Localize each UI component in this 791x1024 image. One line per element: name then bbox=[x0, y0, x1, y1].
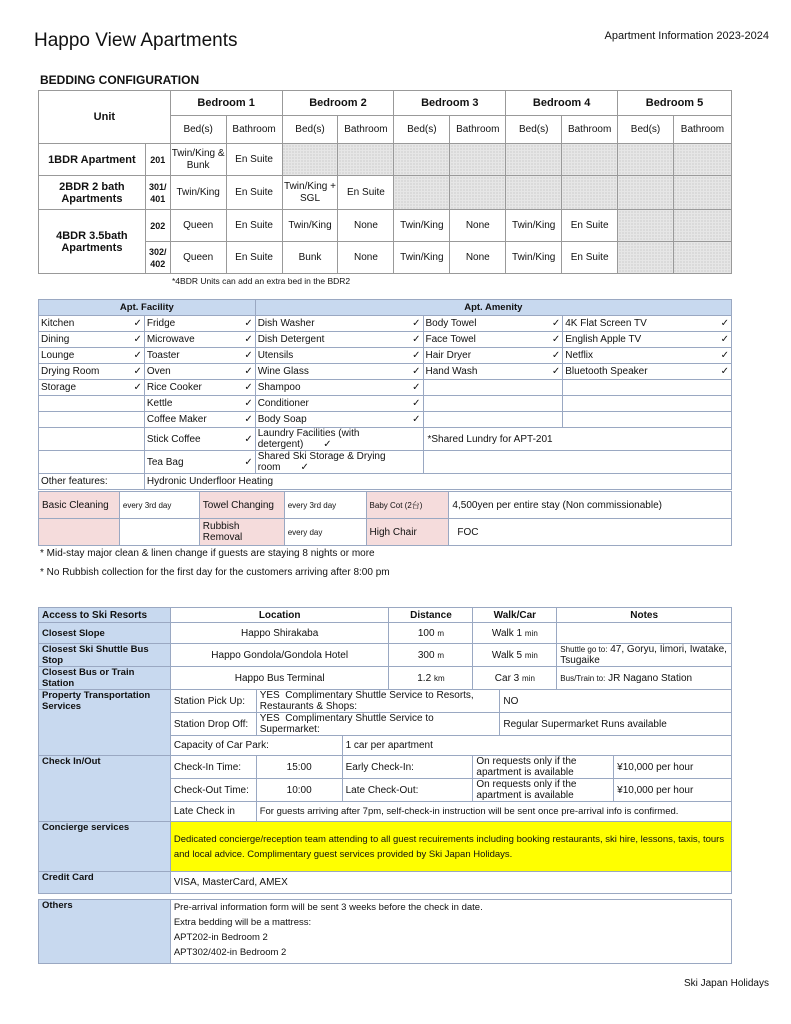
check-icon: ✓ bbox=[133, 382, 142, 393]
location-cell: Happo Gondola/Gondola Hotel bbox=[170, 644, 389, 667]
high-chair-value: FOC bbox=[449, 519, 732, 546]
bed-cell: Bunk bbox=[282, 242, 338, 274]
check-icon: ✓ bbox=[244, 366, 253, 377]
table-row bbox=[39, 332, 732, 348]
page-title: Happo View Apartments bbox=[34, 30, 238, 51]
bedroom-header: Bedroom 3 bbox=[394, 91, 506, 116]
facility-item: Shampoo bbox=[257, 382, 301, 393]
bath-cell: None bbox=[338, 242, 394, 274]
distance-unit: m bbox=[437, 650, 444, 660]
check-icon: ✓ bbox=[133, 318, 142, 329]
walk-unit: min bbox=[524, 650, 538, 660]
beds-subheader: Bed(s) bbox=[282, 116, 338, 144]
access-header: Access to Ski Resorts bbox=[39, 608, 171, 623]
concierge-text: Dedicated concierge/reception team attending to all guest recuirements including booking restaurants, ski hire, lessons, taxis, tours and local advice. Complimentary guest services provided by Ski Japan Holidays. bbox=[170, 822, 731, 872]
bath-subheader: Bathroom bbox=[562, 116, 618, 144]
location-cell: Happo Bus Terminal bbox=[170, 667, 389, 690]
rubbish-removal-label: Rubbish Removal bbox=[199, 519, 284, 546]
table-row bbox=[39, 623, 732, 644]
baby-cot-label: Baby Cot (2台) bbox=[366, 492, 449, 519]
unit-number: 202 bbox=[145, 210, 170, 242]
notes-cell bbox=[557, 667, 732, 690]
facility-item: Bluetooth Speaker bbox=[565, 366, 648, 377]
cleaning-table bbox=[38, 491, 732, 546]
late-checkin-desc: For guests arriving after 7pm, self-check-in instruction will be sent once pre-arrival info is confirmed. bbox=[256, 802, 731, 822]
bath-cell: None bbox=[450, 242, 506, 274]
walk-cell bbox=[473, 667, 557, 690]
notes-value: 47, Goryu, Iimori, Iwatake, Tsugaike bbox=[560, 644, 727, 666]
table-row bbox=[39, 316, 732, 332]
table-row bbox=[39, 396, 732, 412]
checkout-label: Check-Out Time: bbox=[170, 779, 256, 802]
location-cell: Happo Shirakaba bbox=[170, 623, 389, 644]
bath-cell: En Suite bbox=[226, 242, 282, 274]
concierge-label: Concierge services bbox=[39, 822, 171, 872]
notes-header: Notes bbox=[557, 608, 732, 623]
credit-card-label: Credit Card bbox=[39, 872, 171, 894]
access-label: Closest Slope bbox=[39, 623, 171, 644]
check-icon: ✓ bbox=[412, 334, 421, 345]
cleaning-note: * Mid-stay major clean & linen change if guests are staying 8 nights or more bbox=[40, 548, 375, 559]
check-icon: ✓ bbox=[244, 414, 253, 425]
facility-item: Body Towel bbox=[425, 318, 477, 329]
facility-header: Apt. Facility bbox=[39, 300, 256, 316]
distance-unit: km bbox=[433, 673, 445, 683]
beds-subheader: Bed(s) bbox=[506, 116, 562, 144]
check-icon: ✓ bbox=[412, 318, 421, 329]
carpark-value: 1 car per apartment bbox=[342, 736, 731, 756]
table-row bbox=[39, 364, 732, 380]
table-row bbox=[39, 667, 732, 690]
other-features-value: Hydronic Underfloor Heating bbox=[144, 474, 731, 490]
access-table bbox=[38, 607, 732, 894]
facility-item: Kitchen bbox=[41, 318, 75, 329]
early-checkin-label: Early Check-In: bbox=[342, 756, 473, 779]
rubbish-removal-value: every day bbox=[284, 519, 366, 546]
facility-item: Fridge bbox=[146, 318, 176, 329]
laundry-note: *Shared Lundry for APT-201 bbox=[427, 433, 553, 445]
notes-value: JR Nagano Station bbox=[608, 672, 693, 684]
dropoff-label: Station Drop Off: bbox=[170, 713, 256, 736]
check-icon: ✓ bbox=[244, 334, 253, 345]
checkout-value: 10:00 bbox=[256, 779, 342, 802]
page-subtitle: Apartment Information 2023-2024 bbox=[604, 30, 769, 42]
distance-cell bbox=[389, 644, 473, 667]
check-icon: ✓ bbox=[412, 382, 421, 393]
early-checkin-desc: On requests only if the apartment is available bbox=[473, 756, 614, 779]
check-icon: ✓ bbox=[133, 366, 142, 377]
bed-cell: Twin/King bbox=[170, 176, 226, 210]
check-icon: ✓ bbox=[244, 350, 253, 361]
unit-name: 4BDR 3.5bath Apartments bbox=[39, 210, 146, 274]
distance-value: 1.2 bbox=[417, 672, 432, 684]
bedding-section-title: BEDDING CONFIGURATION bbox=[40, 73, 200, 87]
unit-header: Unit bbox=[39, 91, 171, 144]
walk-value: Walk 5 bbox=[491, 649, 523, 661]
bedding-note: *4BDR Units can add an extra bed in the BDR2 bbox=[172, 276, 351, 286]
notes-cell bbox=[557, 623, 732, 644]
cleaning-note: * No Rubbish collection for the first day for the customers arriving after 8:00 pm bbox=[40, 567, 390, 578]
late-checkout-desc: On requests only if the apartment is available bbox=[473, 779, 614, 802]
location-header: Location bbox=[170, 608, 389, 623]
others-table bbox=[38, 899, 732, 964]
unit-name: 1BDR Apartment bbox=[39, 144, 146, 176]
distance-value: 300 bbox=[417, 649, 435, 661]
bath-cell: None bbox=[450, 210, 506, 242]
unit-number: 302/ 402 bbox=[145, 242, 170, 274]
distance-cell bbox=[389, 623, 473, 644]
facility-item: Body Soap bbox=[257, 414, 307, 425]
towel-changing-value: every 3rd day bbox=[284, 492, 366, 519]
walk-value: Walk 1 bbox=[491, 627, 523, 639]
check-icon: ✓ bbox=[720, 334, 729, 345]
facility-item: Hair Dryer bbox=[425, 350, 472, 361]
walk-unit: min bbox=[524, 628, 538, 638]
others-label: Others bbox=[39, 900, 171, 964]
facility-item: Drying Room bbox=[41, 366, 100, 377]
facility-table bbox=[38, 299, 732, 490]
check-icon: ✓ bbox=[323, 439, 332, 450]
check-icon: ✓ bbox=[551, 318, 561, 329]
notes-label: Bus/Train to: bbox=[560, 673, 606, 683]
walk-value: Car 3 bbox=[494, 672, 520, 684]
facility-item: Coffee Maker bbox=[146, 414, 207, 425]
beds-subheader: Bed(s) bbox=[394, 116, 450, 144]
bath-subheader: Bathroom bbox=[673, 116, 731, 144]
facility-item: Hand Wash bbox=[425, 366, 478, 377]
facility-item: Tea Bag bbox=[146, 456, 184, 468]
bath-cell: En Suite bbox=[562, 210, 618, 242]
check-icon: ✓ bbox=[244, 318, 253, 329]
pickup-desc: YES Complimentary Shuttle Service to Resorts, Restaurants & Shops: bbox=[256, 690, 500, 713]
facility-item: Toaster bbox=[146, 350, 180, 361]
footer-brand: Ski Japan Holidays bbox=[683, 978, 769, 989]
transport-label: Property Transportation Services bbox=[39, 690, 171, 756]
walk-cell bbox=[473, 623, 557, 644]
facility-item: 4K Flat Screen TV bbox=[565, 318, 647, 329]
amenity-header: Apt. Amenity bbox=[255, 300, 731, 316]
early-checkin-price: ¥10,000 per hour bbox=[614, 756, 732, 779]
others-line: APT302/402-in Bedroom 2 bbox=[173, 947, 287, 958]
check-icon: ✓ bbox=[244, 398, 253, 409]
bath-cell: En Suite bbox=[226, 176, 282, 210]
bed-cell: Twin/King bbox=[282, 210, 338, 242]
pickup-desc-value: NO bbox=[500, 690, 732, 713]
facility-item: Oven bbox=[146, 366, 171, 377]
table-row bbox=[39, 210, 732, 242]
bath-cell: En Suite bbox=[562, 242, 618, 274]
check-icon: ✓ bbox=[244, 382, 253, 393]
check-icon: ✓ bbox=[300, 462, 309, 473]
check-icon: ✓ bbox=[244, 433, 253, 445]
baby-cot-value: 4,500yen per entire stay (Non commissionable) bbox=[449, 492, 732, 519]
bedroom-header: Bedroom 5 bbox=[618, 91, 732, 116]
credit-card-text: VISA, MasterCard, AMEX bbox=[170, 872, 731, 894]
late-checkout-price: ¥10,000 per hour bbox=[614, 779, 732, 802]
check-icon: ✓ bbox=[720, 350, 729, 361]
others-line: Extra bedding will be a mattress: bbox=[173, 917, 312, 928]
bedding-table bbox=[38, 90, 732, 274]
bath-cell: En Suite bbox=[338, 176, 394, 210]
bath-cell: En Suite bbox=[226, 144, 282, 176]
carpark-label: Capacity of Car Park: bbox=[170, 736, 342, 756]
table-row bbox=[39, 144, 732, 176]
walkcar-header: Walk/Car bbox=[473, 608, 557, 623]
facility-item: Lounge bbox=[41, 350, 75, 361]
table-row bbox=[39, 176, 732, 210]
bath-subheader: Bathroom bbox=[226, 116, 282, 144]
table-row bbox=[39, 451, 732, 474]
access-label: Closest Ski Shuttle Bus Stop bbox=[39, 644, 171, 667]
table-row bbox=[39, 380, 732, 396]
facility-item: Stick Coffee bbox=[146, 433, 201, 445]
dropoff-desc: YES Complimentary Shuttle Service to Supermarket: bbox=[256, 713, 500, 736]
facility-item: Shared Ski Storage & Drying room bbox=[257, 451, 386, 473]
notes-label: Shuttle go to: bbox=[560, 645, 608, 654]
distance-value: 100 bbox=[417, 627, 435, 639]
check-icon: ✓ bbox=[720, 366, 729, 377]
walk-unit: min bbox=[522, 673, 535, 683]
bed-cell: Queen bbox=[170, 210, 226, 242]
towel-changing-label: Towel Changing bbox=[199, 492, 284, 519]
distance-header: Distance bbox=[389, 608, 473, 623]
facility-item: Utensils bbox=[257, 350, 294, 361]
others-line: APT202-in Bedroom 2 bbox=[173, 932, 268, 943]
checkin-label: Check-In Time: bbox=[170, 756, 256, 779]
bed-cell: Twin/King + SGL bbox=[282, 176, 338, 210]
check-icon: ✓ bbox=[244, 456, 253, 468]
facility-item: Rice Cooker bbox=[146, 382, 202, 393]
facility-item: Conditioner bbox=[257, 398, 309, 409]
check-icon: ✓ bbox=[720, 318, 729, 329]
table-row bbox=[39, 412, 732, 428]
late-checkin-label: Late Check in bbox=[170, 802, 256, 822]
pickup-label: Station Pick Up: bbox=[170, 690, 256, 713]
bedroom-header: Bedroom 2 bbox=[282, 91, 394, 116]
bed-cell: Twin/King bbox=[394, 242, 450, 274]
facility-item: Dish Detergent bbox=[257, 334, 325, 345]
others-text bbox=[170, 900, 731, 964]
basic-cleaning-label: Basic Cleaning bbox=[39, 492, 120, 519]
bath-cell: None bbox=[338, 210, 394, 242]
facility-item: Dish Washer bbox=[257, 318, 315, 329]
check-icon: ✓ bbox=[551, 350, 561, 361]
bed-cell: Twin/King & Bunk bbox=[170, 144, 226, 176]
unit-number: 201 bbox=[145, 144, 170, 176]
distance-unit: m bbox=[437, 628, 444, 638]
walk-cell bbox=[473, 644, 557, 667]
bedroom-header: Bedroom 1 bbox=[170, 91, 282, 116]
bedroom-header: Bedroom 4 bbox=[506, 91, 618, 116]
facility-item: Microwave bbox=[146, 334, 195, 345]
check-icon: ✓ bbox=[412, 414, 421, 425]
facility-item: Storage bbox=[41, 382, 77, 393]
check-icon: ✓ bbox=[412, 366, 421, 377]
bed-cell: Queen bbox=[170, 242, 226, 274]
check-icon: ✓ bbox=[412, 350, 421, 361]
access-label: Closest Bus or Train Station bbox=[39, 667, 171, 690]
check-icon: ✓ bbox=[133, 334, 142, 345]
beds-subheader: Bed(s) bbox=[170, 116, 226, 144]
notes-cell bbox=[557, 644, 732, 667]
others-line: Pre-arrival information form will be sent 3 weeks before the check in date. bbox=[173, 902, 483, 913]
other-features-label: Other features: bbox=[39, 474, 145, 490]
checkinout-label: Check In/Out bbox=[39, 756, 171, 822]
bath-subheader: Bathroom bbox=[338, 116, 394, 144]
table-row bbox=[39, 644, 732, 667]
late-checkout-label: Late Check-Out: bbox=[342, 779, 473, 802]
bed-cell: Twin/King bbox=[394, 210, 450, 242]
dropoff-desc-value: Regular Supermarket Runs available bbox=[500, 713, 732, 736]
bath-subheader: Bathroom bbox=[450, 116, 506, 144]
facility-item: Laundry Facilities (with detergent) bbox=[257, 428, 360, 450]
bed-cell: Twin/King bbox=[506, 242, 562, 274]
unit-number: 301/ 401 bbox=[145, 176, 170, 210]
facility-item: Face Towel bbox=[425, 334, 476, 345]
bath-cell: En Suite bbox=[226, 210, 282, 242]
distance-cell bbox=[389, 667, 473, 690]
bed-cell: Twin/King bbox=[506, 210, 562, 242]
checkin-value: 15:00 bbox=[256, 756, 342, 779]
facility-item: Wine Glass bbox=[257, 366, 309, 377]
facility-item: English Apple TV bbox=[565, 334, 642, 345]
high-chair-label: High Chair bbox=[366, 519, 449, 546]
check-icon: ✓ bbox=[133, 350, 142, 361]
beds-subheader: Bed(s) bbox=[618, 116, 674, 144]
facility-item: Netflix bbox=[565, 350, 594, 361]
table-row bbox=[39, 348, 732, 364]
unit-name: 2BDR 2 bath Apartments bbox=[39, 176, 146, 210]
facility-item: Kettle bbox=[146, 398, 173, 409]
check-icon: ✓ bbox=[551, 334, 561, 345]
check-icon: ✓ bbox=[412, 398, 421, 409]
table-row bbox=[39, 428, 732, 451]
facility-item: Dining bbox=[41, 334, 70, 345]
basic-cleaning-value: every 3rd day bbox=[119, 492, 199, 519]
check-icon: ✓ bbox=[551, 366, 561, 377]
